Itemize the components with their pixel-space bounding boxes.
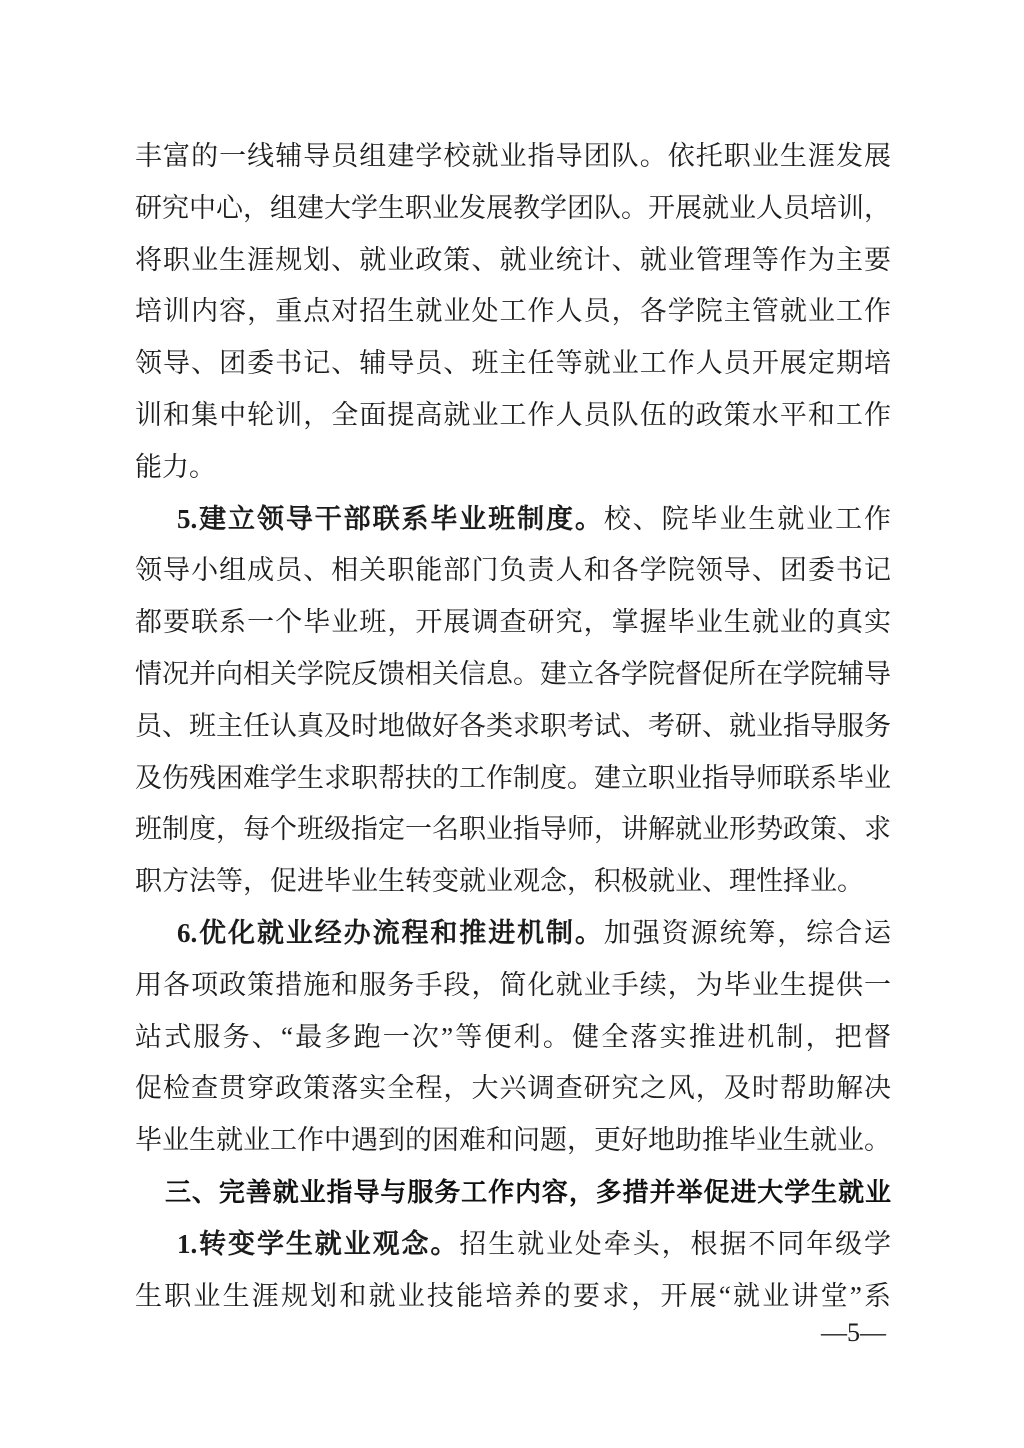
text-line — [135, 1012, 891, 1064]
text-line — [135, 545, 891, 597]
text-line — [135, 286, 891, 338]
body-text: 将职业生涯规划、就业政策、就业统计、就业管理等作为主要 — [135, 244, 891, 275]
body-text: 丰富的一线辅导员组建学校就业指导团队。依托职业生涯发展 — [135, 141, 891, 171]
body-text: 毕业生就业工作中遇到的困难和问题，更好地助推毕业生就业。 — [135, 1125, 891, 1156]
body-text: 研究中心，组建大学生职业发展教学团队。开展就业人员培训， — [135, 192, 891, 223]
text-line — [135, 597, 891, 649]
text-line — [135, 1115, 891, 1167]
body-text: 加强资源统筹，综合运 — [603, 917, 891, 948]
item-5-title: 5.建立领导干部联系毕业班制度。 — [177, 503, 604, 534]
item-6-title: 6.优化就业经办流程和推进机制。 — [177, 917, 604, 948]
text-line — [135, 649, 891, 701]
body-text: 生职业生涯规划和就业技能培养的要求，开展“就业讲堂”系 — [135, 1280, 891, 1311]
text-line — [135, 701, 891, 753]
item-1-title: 1.转变学生就业观念。 — [177, 1228, 460, 1259]
text-line — [135, 183, 891, 235]
text-line — [135, 1271, 891, 1323]
body-text: 校、院毕业生就业工作 — [603, 503, 891, 534]
text-line — [135, 390, 891, 442]
text-line — [135, 804, 891, 856]
text-line — [135, 1063, 891, 1115]
body-text: 能力。 — [135, 451, 216, 482]
body-text: 领导、团委书记、辅导员、班主任等就业工作人员开展定期培 — [135, 348, 891, 379]
body-text: 培训内容，重点对招生就业处工作人员，各学院主管就业工作 — [135, 296, 891, 327]
body-text: 员、班主任认真及时地做好各类求职考试、考研、就业指导服务 — [135, 710, 891, 741]
text-line — [135, 338, 891, 390]
text-line — [135, 856, 891, 908]
document-body — [135, 131, 891, 1322]
section-3-heading — [135, 1167, 891, 1219]
page-number: —5— — [821, 1318, 886, 1347]
body-text: 促检查贯穿政策落实全程，大兴调查研究之风，及时帮助解决 — [135, 1073, 891, 1104]
text-line — [135, 235, 891, 287]
body-text: 用各项政策措施和服务手段，简化就业手续，为毕业生提供一 — [135, 969, 891, 1000]
body-text: 领导小组成员、相关职能部门负责人和各学院领导、团委书记 — [135, 555, 891, 586]
text-line — [135, 131, 891, 183]
body-text: 站式服务、“最多跑一次”等便利。健全落实推进机制，把督 — [135, 1021, 891, 1052]
heading-text: 三、完善就业指导与服务工作内容，多措并举促进大学生就业 — [165, 1176, 891, 1207]
body-text: 情况并向相关学院反馈相关信息。建立各学院督促所在学院辅导 — [135, 658, 891, 689]
text-line — [135, 960, 891, 1012]
item-5-first-line — [135, 494, 891, 546]
item-1-first-line — [135, 1219, 891, 1271]
body-text: 及伤残困难学生求职帮扶的工作制度。建立职业指导师联系毕业 — [135, 762, 891, 793]
body-text: 都要联系一个毕业班，开展调查研究，掌握毕业生就业的真实 — [135, 607, 891, 638]
body-text: 训和集中轮训，全面提高就业工作人员队伍的政策水平和工作 — [135, 399, 891, 430]
body-text: 职方法等，促进毕业生转变就业观念，积极就业、理性择业。 — [135, 866, 864, 897]
text-line — [135, 442, 891, 494]
text-line — [135, 753, 891, 805]
body-text: 班制度，每个班级指定一名职业指导师，讲解就业形势政策、求 — [135, 814, 891, 845]
body-text: 招生就业处牵头，根据不同年级学 — [459, 1228, 891, 1259]
item-6-first-line — [135, 908, 891, 960]
